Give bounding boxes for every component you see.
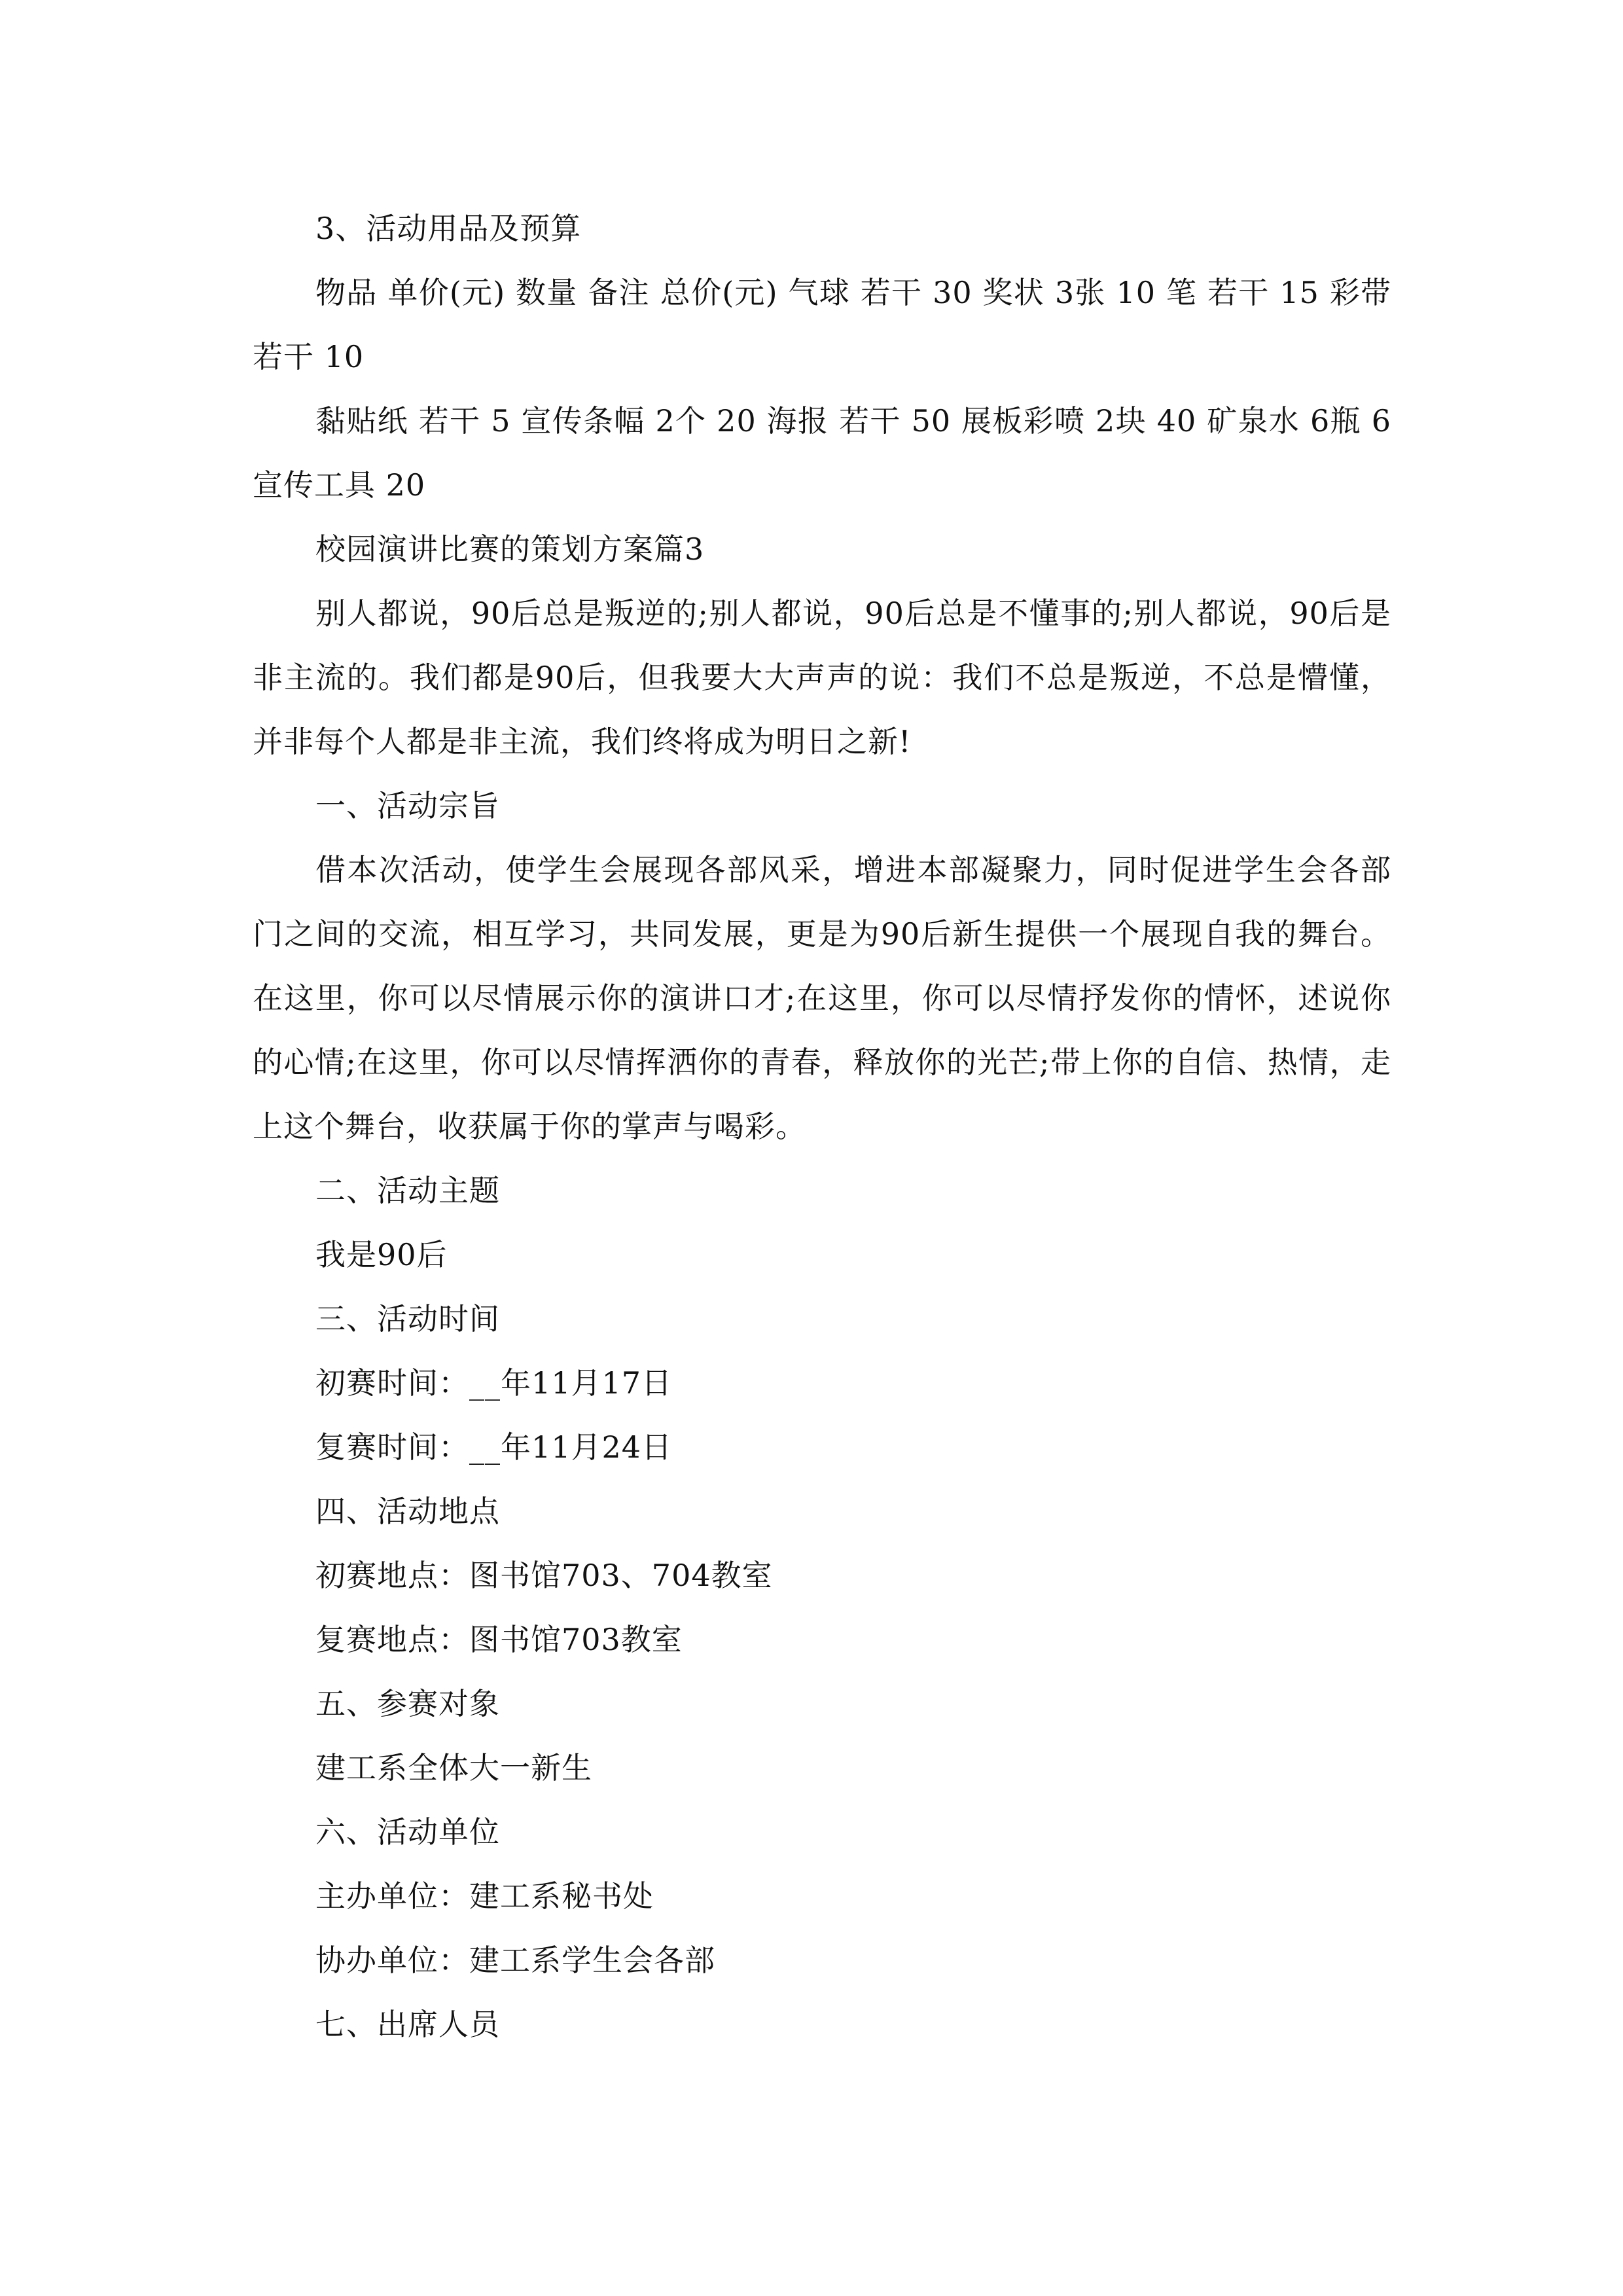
participants-text: 建工系全体大一新生 (315, 1750, 592, 1785)
section-heading-supplies-budget: 3、活动用品及预算 (315, 211, 582, 246)
co-organizer: 协办单位：建工系学生会各部 (315, 1943, 715, 1978)
budget-items-line-1: 物品 单价(元) 数量 备注 总价(元) 气球 若干 30 奖状 3张 10 笔 若干 15 彩带 若干 10 (253, 275, 1391, 374)
final-location: 复赛地点：图书馆703教室 (315, 1622, 683, 1657)
section-heading-theme: 二、活动主题 (315, 1173, 500, 1208)
final-time: 复赛时间：__年11月24日 (315, 1429, 673, 1465)
preliminary-time: 初赛时间：__年11月17日 (315, 1365, 673, 1401)
section-heading-organizers: 六、活动单位 (315, 1814, 500, 1850)
intro-paragraph: 别人都说，90后总是叛逆的;别人都说，90后总是不懂事的;别人都说，90后是非主流的。我们都是90后，但我要大大声声的说：我们不总是叛逆，不总是懵懂，并非每个人都是非主流，我们终将成为明日之新! (253, 596, 1391, 759)
budget-items-line-2: 黏贴纸 若干 5 宣传条幅 2个 20 海报 若干 50 展板彩喷 2块 40 矿泉水 6瓶 6 宣传工具 20 (253, 403, 1391, 503)
preliminary-location: 初赛地点：图书馆703、704教室 (315, 1558, 773, 1593)
host-organizer: 主办单位：建工系秘书处 (315, 1878, 654, 1914)
purpose-paragraph: 借本次活动，使学生会展现各部风采，增进本部凝聚力，同时促进学生会各部门之间的交流，相互学习，共同发展，更是为90后新生提供一个展现自我的舞台。在这里，你可以尽情展示你的演讲口才;在这里，你可以尽情抒发你的情怀，述说你的心情;在这里，你可以尽情挥洒你的青春，释放你的光芒;带上你的自信、热情，走上这个舞台，收获属于你的掌声与喝彩。 (253, 852, 1391, 1144)
section-heading-time: 三、活动时间 (315, 1301, 500, 1336)
section-heading-purpose: 一、活动宗旨 (315, 788, 500, 823)
plan-title: 校园演讲比赛的策划方案篇3 (315, 531, 705, 567)
document-page (253, 196, 1391, 2056)
section-heading-participants: 五、参赛对象 (315, 1686, 500, 1721)
section-heading-location: 四、活动地点 (315, 1494, 500, 1529)
section-heading-attendees: 七、出席人员 (315, 2007, 500, 2042)
theme-text: 我是90后 (315, 1237, 448, 1272)
